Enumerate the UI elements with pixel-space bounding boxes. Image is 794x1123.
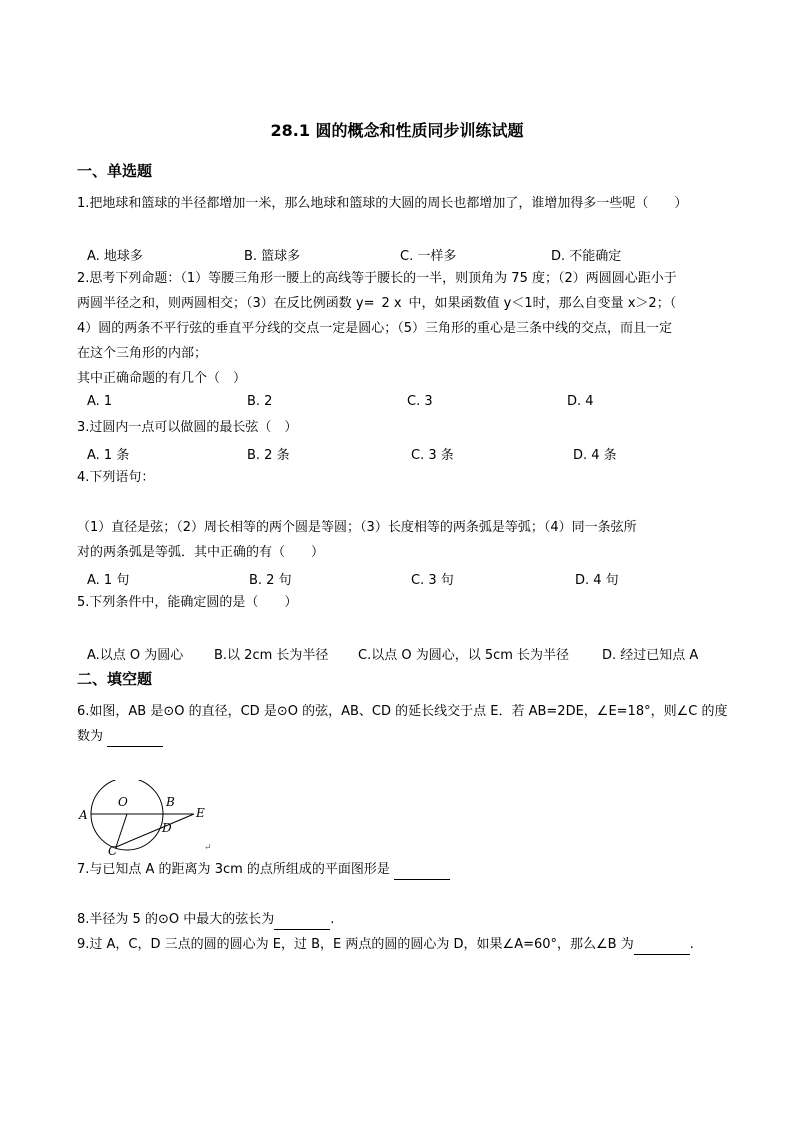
q6-line-2-text: 数为 bbox=[77, 729, 104, 744]
q5-option-c: C.以点 O 为圆心，以 5cm 长为半径 bbox=[358, 648, 570, 663]
label-c: C bbox=[108, 844, 118, 855]
q9-period: . bbox=[689, 937, 694, 952]
return-mark: ↵ bbox=[204, 843, 212, 853]
question-2-line-1: 2.思考下列命题：（1）等腰三角形一腰上的高线等于腰长的一半，则顶角为 75 度；（2）两圆圆心距小于 bbox=[77, 271, 677, 286]
line-ce bbox=[116, 814, 194, 847]
q2-fraction: 2 x bbox=[381, 296, 402, 311]
q3-option-b: B. 2 条 bbox=[247, 448, 290, 463]
q2-option-d: D. 4 bbox=[567, 394, 594, 409]
q1-option-b: B. 篮球多 bbox=[244, 249, 301, 264]
question-2-line-2 bbox=[77, 294, 727, 314]
question-1-text: 1.把地球和篮球的半径都增加一米，那么地球和篮球的大圆的周长也都增加了，谁增加得多一些呢（ ） bbox=[77, 196, 688, 211]
page-title: 28.1 圆的概念和性质同步训练试题 bbox=[270, 121, 524, 140]
q4-option-a: A. 1 句 bbox=[87, 573, 130, 588]
label-a: A bbox=[79, 808, 88, 822]
q7-text: 7.与已知点 A 的距离为 3cm 的点所组成的平面图形是 bbox=[77, 862, 390, 877]
q6-answer-blank[interactable] bbox=[107, 732, 163, 747]
label-b: B bbox=[166, 795, 175, 809]
q1-option-d: D. 不能确定 bbox=[551, 249, 622, 264]
q4-option-c: C. 3 句 bbox=[411, 573, 454, 588]
q2-option-b: B. 2 bbox=[247, 394, 273, 409]
q4-option-d: D. 4 句 bbox=[575, 573, 619, 588]
q2-line-2-start: 两圆半径之和，则两圆相交；（3）在反比例函数 y= bbox=[77, 296, 375, 311]
label-d: D bbox=[162, 821, 172, 835]
question-6-line-1: 6.如图，AB 是⊙O 的直径，CD 是⊙O 的弦，AB、CD 的延长线交于点 E．若 AB=2DE，∠E=18°，则∠C 的度 bbox=[77, 704, 728, 719]
question-4-line-2: 对的两条弧是等弧．其中正确的有（ ） bbox=[77, 545, 325, 560]
q6-circle-figure bbox=[76, 780, 216, 855]
label-o: O bbox=[118, 795, 128, 809]
q5-option-b: B.以 2cm 长为半径 bbox=[214, 648, 329, 663]
question-6-line-2 bbox=[77, 727, 727, 747]
question-4-line-1: （1）直径是弦；（2）周长相等的两个圆是等圆；（3）长度相等的两条弧是等弧；（4）同一条弦所 bbox=[77, 520, 637, 535]
q2-line-2-end: 中，如果函数值 y＜1时，那么自变量 x＞2；（ bbox=[408, 296, 677, 311]
q5-option-d: D. 经过已知点 A bbox=[602, 648, 699, 663]
q5-option-a: A.以点 O 为圆心 bbox=[87, 648, 184, 663]
section-heading-single-choice: 一、单选题 bbox=[77, 162, 153, 180]
q7-answer-blank[interactable] bbox=[394, 865, 450, 880]
question-2-line-4: 在这个三角形的内部； bbox=[77, 346, 208, 361]
q8-text: 8.半径为 5 的⊙O 中最大的弦长为 bbox=[77, 912, 275, 927]
question-8 bbox=[77, 910, 727, 930]
question-2-line-5: 其中正确命题的有几个（ ） bbox=[77, 371, 247, 386]
question-7 bbox=[77, 860, 727, 880]
question-4-text: 4.下列语句： bbox=[77, 470, 155, 485]
q1-option-a: A. 地球多 bbox=[87, 249, 143, 264]
question-9 bbox=[77, 935, 727, 955]
line-co bbox=[116, 814, 127, 847]
section-heading-fill-in: 二、填空题 bbox=[77, 670, 153, 688]
q1-option-c: C. 一样多 bbox=[400, 249, 457, 264]
q2-option-c: C. 3 bbox=[407, 394, 433, 409]
q9-answer-blank[interactable] bbox=[634, 940, 690, 955]
q3-option-d: D. 4 条 bbox=[573, 448, 617, 463]
question-2-line-3: 4）圆的两条不平行弦的垂直平分线的交点一定是圆心；（5）三角形的重心是三条中线的交点，而且一定 bbox=[77, 321, 673, 336]
q3-option-a: A. 1 条 bbox=[87, 448, 130, 463]
question-3-text: 3.过圆内一点可以做圆的最长弦（ ） bbox=[77, 420, 298, 435]
q8-period: . bbox=[330, 912, 335, 927]
label-e: E bbox=[196, 806, 205, 820]
q2-option-a: A. 1 bbox=[87, 394, 113, 409]
q4-option-b: B. 2 句 bbox=[249, 573, 292, 588]
question-5-text: 5.下列条件中，能确定圆的是（ ） bbox=[77, 595, 298, 610]
q9-text: 9.过 A，C，D 三点的圆的圆心为 E，过 B，E 两点的圆的圆心为 D，如果∠A=60°，那么∠B 为 bbox=[77, 937, 634, 952]
q3-option-c: C. 3 条 bbox=[411, 448, 454, 463]
q8-answer-blank[interactable] bbox=[274, 915, 330, 930]
